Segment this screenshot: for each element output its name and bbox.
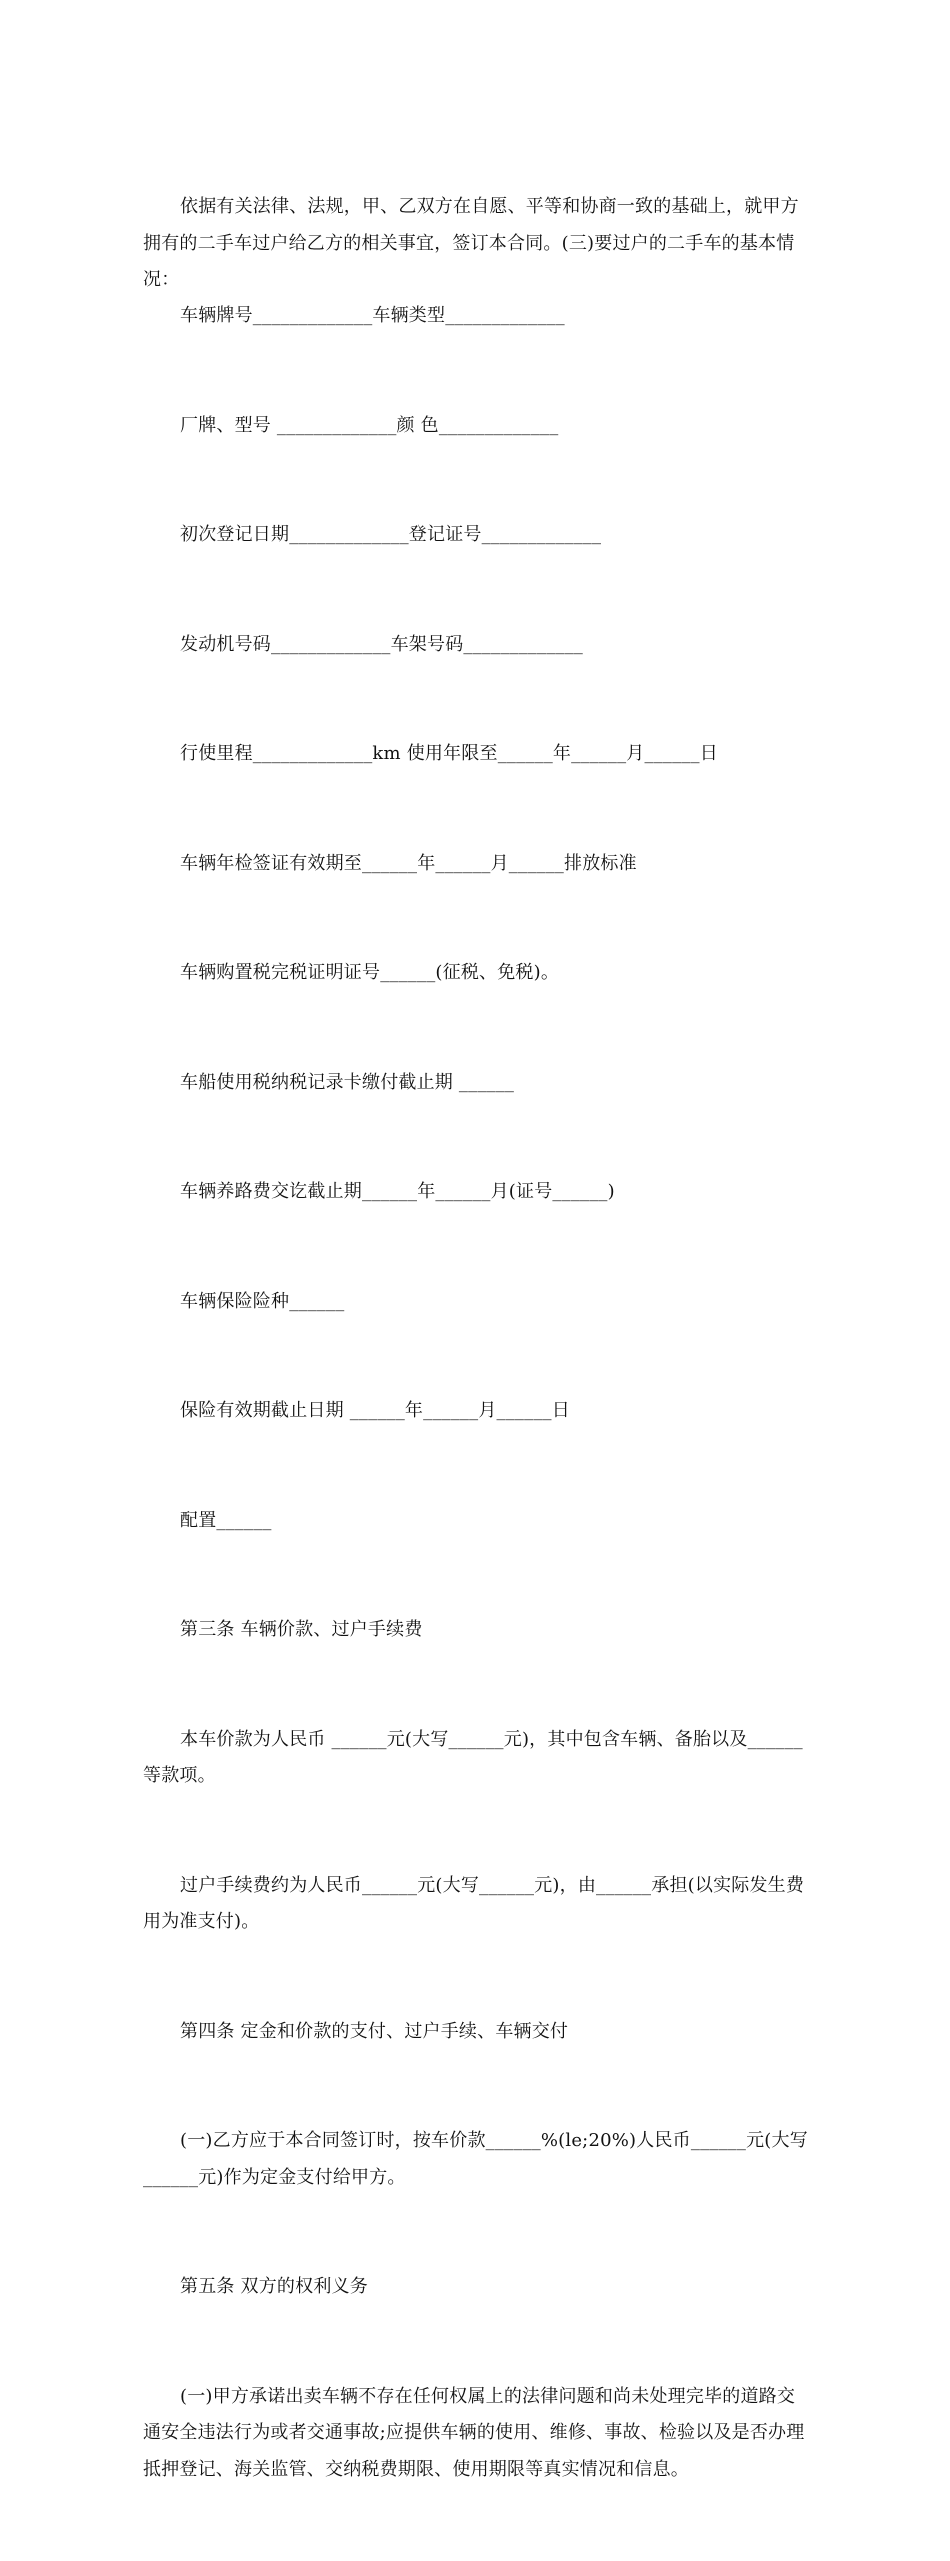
field-annual-inspection: 车辆年检签证有效期至______年______月______排放标准 (180, 852, 637, 874)
field-registration-date: 初次登记日期_____________登记证号_____________ (180, 524, 602, 545)
field-insurance-expiry: 保险有效期截止日期 ______年______月______日 (180, 1400, 570, 1421)
transfer-fee-paragraph: 过户手续费约为人民币______元(大写______元)，由______承担(以实际发生费用为准支付)。 (143, 1874, 805, 1932)
article-5-heading: 第五条 双方的权利义务 (180, 2276, 368, 2297)
field-mileage: 行使里程_____________km 使用年限至______年______月______日 (180, 743, 718, 764)
deposit-paragraph: (一)乙方应于本合同签订时，按车价款______%(le;20%)人民币______元(大写 ______元)作为定金支付给甲方。 (143, 2130, 814, 2188)
field-brand-model: 厂牌、型号 _____________颜 色_____________ (180, 414, 559, 436)
field-plate-number: 车辆牌号_____________车辆类型_____________ (180, 305, 565, 326)
field-engine-number: 发动机号码_____________车架号码_____________ (180, 633, 583, 655)
field-vessel-tax: 车船使用税纳税记录卡缴付截止期 ______ (180, 1071, 515, 1093)
seller-obligations-paragraph: (一)甲方承诺出卖车辆不存在任何权属上的法律问题和尚未处理完毕的道路交通安全违法行为或者交通事故;应提供车辆的使用、维修、事故、检验以及是否办理抵押登记、海关监管、交纳税费期限、使用期限等真实情况和信息。 (143, 2385, 805, 2480)
vehicle-price-paragraph: 本车价款为人民币 ______元(大写______元)，其中包含车辆、备胎以及______等款项。 (143, 1728, 803, 1786)
article-3-heading: 第三条 车辆价款、过户手续费 (180, 1619, 423, 1640)
field-insurance-type: 车辆保险险种______ (180, 1290, 345, 1312)
contract-body (143, 225, 814, 2561)
field-configuration: 配置______ (180, 1509, 272, 1531)
article-4-heading: 第四条 定金和价款的支付、过户手续、车辆交付 (180, 2020, 569, 2042)
intro-paragraph: 依据有关法律、法规，甲、乙双方在自愿、平等和协商一致的基础上，就甲方拥有的二手车过户给乙方的相关事宜，签订本合同。(三)要过户的二手车的基本情况： (143, 196, 799, 290)
field-purchase-tax: 车辆购置税完税证明证号______(征税、免税)。 (180, 962, 560, 983)
field-road-fee: 车辆养路费交讫截止期______年______月(证号______) (180, 1181, 615, 1202)
